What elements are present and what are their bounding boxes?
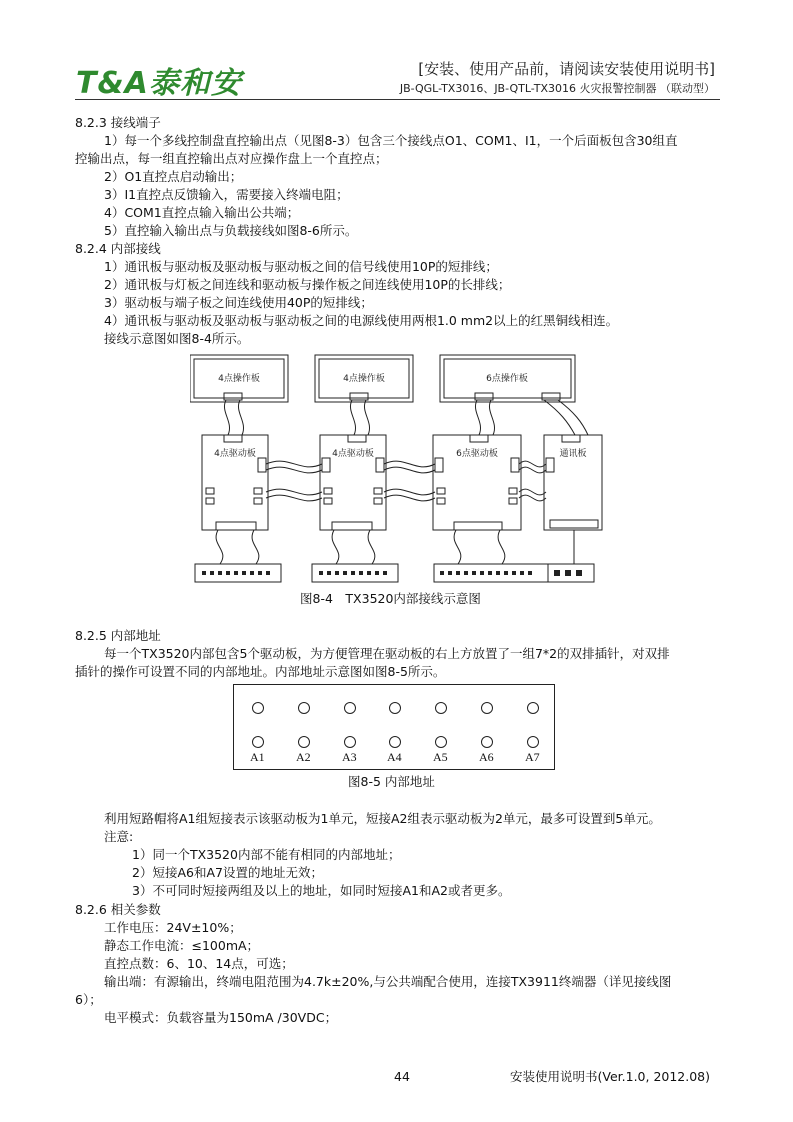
jumper-pin-top-6 (481, 702, 493, 714)
power-wire-2 (384, 489, 435, 501)
panel-3-connector-a (475, 393, 493, 400)
ribbon-40p-1 (216, 530, 259, 564)
footer-doc-title: 安装使用说明书(Ver.1.0, 2012.08) (510, 1069, 711, 1084)
board-2-pwr-b (324, 498, 332, 504)
power-wire-3 (519, 489, 546, 501)
note-label: 注意: (104, 829, 134, 844)
board-1-pwr-b (206, 498, 214, 504)
panel-2-connector (350, 393, 368, 400)
panel-1-label: 4点操作板 (218, 374, 260, 384)
s824-p2: 2）通讯板与灯板之间连线和驱动板与操作板之间连线使用10P的长排线； (104, 277, 511, 292)
board-2-side-connector-right (376, 458, 384, 472)
power-wire-1 (266, 489, 322, 501)
s823-p1b: 控输出点，每一组直控输出点对应操作盘上一个直控点； (75, 151, 388, 166)
board-3-side-connector-left (435, 458, 443, 472)
page-number: 44 (394, 1069, 410, 1084)
board-3-pwr-c (509, 488, 517, 494)
board-1-pwr-a (206, 488, 214, 494)
s826-p2: 静态工作电流：≤100mA； (104, 938, 260, 953)
board-2-pwr-c (374, 488, 382, 494)
address-label-a7: A7 (525, 750, 540, 764)
drv-3-label: 6点驱动板 (456, 449, 498, 459)
s826-p4a: 输出端：有源输出，终端电阻范围为4.7k±20%,与公共端配合使用，连接TX3911终端器（详见接线图 (104, 974, 672, 989)
s824-p5: 接线示意图如图8-4所示。 (104, 331, 250, 346)
s823-p1a: 1）每一个多线控制盘直控输出点（见图8-3）包含三个接线点O1、COM1、I1，一个后面板包含30组直 (104, 133, 678, 148)
comm-terminals (550, 520, 598, 528)
s824-p1: 1）通讯板与驱动板及驱动板与驱动板之间的信号线使用10P的短排线； (104, 259, 498, 274)
s825b-p1: 利用短路帽将A1组短接表示该驱动板为1单元，短接A2组表示驱动板为2单元，最多可设置到5单元。 (104, 811, 661, 826)
address-label-a2: A2 (296, 750, 311, 764)
board-2-top-connector (348, 435, 366, 442)
drv-2-label: 4点驱动板 (332, 449, 374, 459)
panel-3-label: 6点操作板 (486, 374, 528, 384)
ribbon-cable-3 (475, 400, 494, 435)
company-logo: T&A泰和安 (76, 66, 242, 101)
terminal-dots (202, 570, 582, 576)
jumper-pin-top-1 (252, 702, 264, 714)
s826-p3: 直控点数：6、10、14点，可选； (104, 956, 294, 971)
jumper-pin-top-2 (298, 702, 310, 714)
board-1-top-connector (224, 435, 242, 442)
s823-p3: 3）I1直控点反馈输入，需要接入终端电阻； (104, 187, 349, 202)
short-cable-3 (519, 461, 546, 473)
short-cable-1 (266, 461, 322, 473)
jumper-pin-bottom-2 (298, 736, 310, 748)
board-3-top-connector (470, 435, 488, 442)
board-2-pwr-a (324, 488, 332, 494)
board-1-side-connector (258, 458, 266, 472)
comm-label: 通讯板 (559, 449, 587, 459)
panel-1-connector (224, 393, 242, 400)
board-3-pwr-b (437, 498, 445, 504)
jumper-pin-bottom-1 (252, 736, 264, 748)
note-2: 2）短接A6和A7设置的地址无效； (132, 865, 323, 880)
s824-p4: 4）通讯板与驱动板及驱动板与驱动板之间的电源线使用两根1.0 mm2以上的红黑铜线相连。 (104, 313, 619, 328)
fig-8-4-caption: 图8-4 TX3520内部接线示意图 (300, 591, 481, 606)
address-label-a5: A5 (433, 750, 448, 764)
panel-2-label: 4点操作板 (343, 374, 385, 384)
s824-p3: 3）驱动板与端子板之间连线使用40P的短排线； (104, 295, 373, 310)
header-subtitle: [安装、使用产品前，请阅读安装使用说明书] (418, 60, 715, 78)
board-2-side-connector-left (322, 458, 330, 472)
ribbon-cable-2 (350, 400, 369, 435)
section-8-2-3-heading: 8.2.3 接线端子 (75, 115, 161, 130)
s823-p2: 2）O1直控点启动输出； (104, 169, 243, 184)
s825-p1a: 每一个TX3520内部包含5个驱动板，为方便管理在驱动板的右上方放置了一组7*2的双排插针，对双排 (104, 646, 670, 661)
panel-3-connector-b (542, 393, 560, 400)
short-cable-2 (384, 461, 435, 473)
board-3-side-connector-right (511, 458, 519, 472)
board-2-pwr-d (374, 498, 382, 504)
jumper-pin-bottom-7 (527, 736, 539, 748)
address-label-a4: A4 (387, 750, 402, 764)
jumper-pin-top-5 (435, 702, 447, 714)
section-8-2-4-heading: 8.2.4 内部接线 (75, 241, 161, 256)
jumper-pin-top-7 (527, 702, 539, 714)
address-label-a6: A6 (479, 750, 494, 764)
ribbon-cable-1 (224, 400, 243, 435)
board-3-40p (454, 522, 502, 530)
ribbon-cable-4 (544, 400, 588, 435)
s826-p1: 工作电压：24V±10%； (104, 920, 242, 935)
s825-p1b: 插针的操作可设置不同的内部地址。内部地址示意图如图8-5所示。 (75, 664, 446, 679)
address-label-a3: A3 (342, 750, 357, 764)
board-3-pwr-d (509, 498, 517, 504)
note-1: 1）同一个TX3520内部不能有相同的内部地址； (132, 847, 401, 862)
ribbon-40p-2 (332, 530, 375, 564)
jumper-pin-top-4 (389, 702, 401, 714)
fig-8-5-caption: 图8-5 内部地址 (348, 774, 435, 789)
note-3: 3）不可同时短接两组及以上的地址，如同时短接A1和A2或者更多。 (132, 883, 511, 898)
address-jumper-diagram (233, 684, 555, 770)
ribbon-40p-3 (454, 530, 505, 564)
jumper-pin-bottom-6 (481, 736, 493, 748)
jumper-pin-bottom-4 (389, 736, 401, 748)
wiring-diagram (190, 350, 610, 586)
header-model: JB-QGL-TX3016、JB-QTL-TX3016 火灾报警控制器 （联动型） (399, 82, 715, 95)
jumper-pin-bottom-5 (435, 736, 447, 748)
board-2-40p (332, 522, 372, 530)
header-rule (75, 99, 720, 100)
s826-p4b: 6）； (75, 992, 102, 1007)
board-1-pwr-c (254, 488, 262, 494)
address-label-a1: A1 (250, 750, 265, 764)
section-8-2-6-heading: 8.2.6 相关参数 (75, 902, 161, 917)
s823-p4: 4）COM1直控点输入输出公共端； (104, 205, 300, 220)
s826-p5: 电平模式：负载容量为150mA /30VDC； (104, 1010, 338, 1025)
jumper-pin-top-3 (344, 702, 356, 714)
drv-1-label: 4点驱动板 (214, 449, 256, 459)
board-1-pwr-d (254, 498, 262, 504)
board-3-pwr-a (437, 488, 445, 494)
comm-side-connector (546, 458, 554, 472)
jumper-pin-bottom-3 (344, 736, 356, 748)
section-8-2-5-heading: 8.2.5 内部地址 (75, 628, 161, 643)
comm-top-connector (562, 435, 580, 442)
board-1-40p (216, 522, 256, 530)
s823-p5: 5）直控输入输出点与负载接线如图8-6所示。 (104, 223, 358, 238)
